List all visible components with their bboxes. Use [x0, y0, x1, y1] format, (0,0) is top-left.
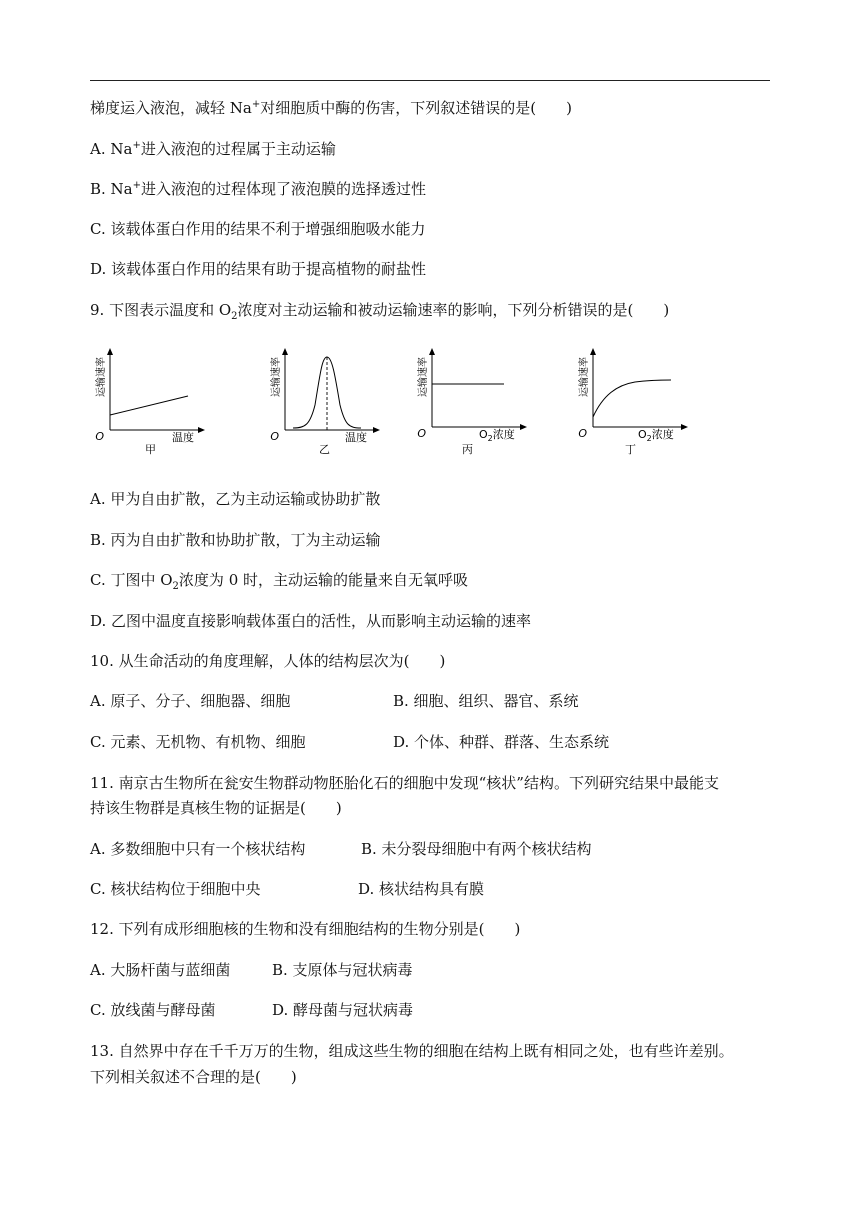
graph-jia-origin: O [95, 430, 104, 443]
q10-stem: 10. 从生命活动的角度理解，人体的结构层次为( ) [90, 652, 446, 670]
graph-bing-caption: 丙 [462, 443, 473, 456]
q10-option-a: A. 原子、分子、细胞器、细胞 [90, 692, 291, 710]
graph-ding-ylabel: 运输速率 [579, 357, 590, 397]
graph-bing-origin: O [417, 427, 426, 440]
q8-option-d: D. 该载体蛋白作用的结果有助于提高植物的耐盐性 [90, 260, 427, 278]
q12-option-d: D. 酵母菌与冠状病毒 [272, 1001, 414, 1019]
graph-bing-xlabel: $O_2$浓度 [479, 428, 515, 443]
q12-option-a: A. 大肠杆菌与蓝细菌 [90, 961, 231, 979]
q10-option-b: B. 细胞、组织、器官、系统 [393, 692, 579, 710]
graph-jia-curve [110, 396, 188, 415]
header-rule [90, 80, 770, 81]
q9-option-a: A. 甲为自由扩散，乙为主动运输或协助扩散 [90, 490, 381, 508]
q11-option-a: A. 多数细胞中只有一个核状结构 [90, 840, 306, 858]
graph-yi [265, 345, 395, 460]
graph-yi-origin: O [270, 430, 279, 443]
graph-jia [90, 345, 220, 460]
graph-bing [412, 345, 542, 460]
q8-option-b: B. Na+进入液泡的过程体现了液泡膜的选择透过性 [90, 180, 427, 198]
graph-jia-xlabel: 温度 [172, 431, 194, 444]
graph-yi-ylabel: 运输速率 [271, 357, 282, 397]
q12-stem: 12. 下列有成形细胞核的生物和没有细胞结构的生物分别是( ) [90, 920, 521, 938]
graph-ding-origin: O [578, 427, 587, 440]
q11-option-b: B. 未分裂母细胞中有两个核状结构 [361, 840, 592, 858]
graph-ding-caption: 丁 [625, 443, 636, 456]
q8-option-a: A. Na+进入液泡的过程属于主动运输 [90, 140, 336, 158]
q8-option-c: C. 该载体蛋白作用的结果不利于增强细胞吸水能力 [90, 220, 426, 238]
q11-option-c: C. 核状结构位于细胞中央 [90, 880, 261, 898]
graph-ding [575, 345, 705, 460]
q11-stem-line2: 持该生物群是真核生物的证据是( ) [90, 799, 342, 817]
q9-option-c: C. 丁图中 $O_2$浓度为 0 时，主动运输的能量来自无氧呼吸 [90, 571, 469, 592]
q11-stem-line1: 11. 南京古生物所在瓮安生物群动物胚胎化石的细胞中发现“核状”结构。下列研究结果中最能支 [90, 774, 719, 792]
q12-option-b: B. 支原体与冠状病毒 [272, 961, 413, 979]
q13-stem-line1: 13. 自然界中存在千千万万的生物，组成这些生物的细胞在结构上既有相同之处，也有些许差别。 [90, 1042, 734, 1060]
q10-option-c: C. 元素、无机物、有机物、细胞 [90, 733, 306, 751]
q9-stem: 9. 下图表示温度和 $O_2$浓度对主动运输和被动运输速率的影响，下列分析错误的是( ) [90, 301, 670, 322]
graph-ding-xlabel: $O_2$浓度 [638, 428, 674, 443]
q10-option-d: D. 个体、种群、群落、生态系统 [393, 733, 610, 751]
q12-option-c: C. 放线菌与酵母菌 [90, 1001, 216, 1019]
graph-bing-ylabel: 运输速率 [418, 357, 429, 397]
q13-stem-line2: 下列相关叙述不合理的是( ) [90, 1068, 297, 1086]
graph-jia-caption: 甲 [145, 443, 156, 456]
graph-yi-caption: 乙 [319, 443, 330, 456]
q11-option-d: D. 核状结构具有膜 [358, 880, 485, 898]
graph-jia-ylabel: 运输速率 [96, 357, 107, 397]
q8-stem: 梯度运入液泡，减轻 Na+对细胞质中酶的伤害，下列叙述错误的是( ) [90, 99, 572, 117]
graph-ding-curve [593, 380, 671, 417]
q9-option-d: D. 乙图中温度直接影响载体蛋白的活性，从而影响主动运输的速率 [90, 612, 532, 630]
graph-yi-xlabel: 温度 [345, 431, 367, 444]
q9-option-b: B. 丙为自由扩散和协助扩散，丁为主动运输 [90, 531, 381, 549]
